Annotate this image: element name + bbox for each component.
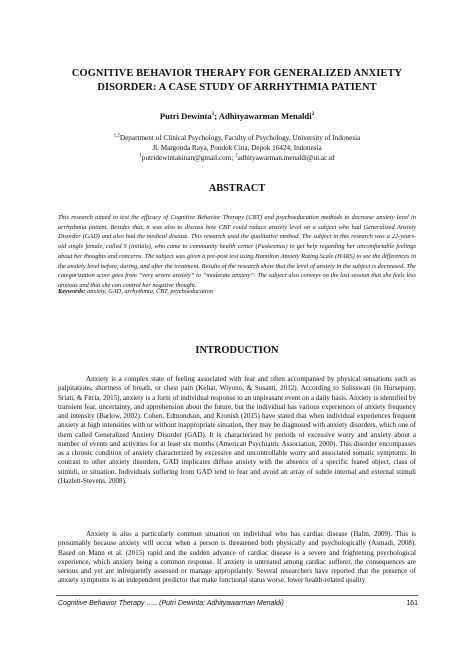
footer-divider [56, 595, 418, 596]
intro-paragraph-2 [58, 530, 416, 586]
affiliation-block [40, 134, 434, 163]
email-2: adhityawarman.menaldi@ui.ac.id [237, 153, 335, 162]
intro-paragraph-1-text: Anxiety is a complex state of feeling associated with fear and often accompanied by physical sensations such as palpitations, shortness of breath, or chest pain (Keliat, Wiyono, & Susanti, 2012). According to Sulisswati (in Hursepuny, Sriati, & Fitria, 2015), anxiety is a form of individual response to an unpleasant event on a daily basis. Anxiety is identified by transient fear, uncertainty, and apprehension about the future, but the individual has various experiences of anxiety frequency and intensity (Barlow, 2002). Cohen, Edmondson, and Kronish (2015) have stated that when individual experiences frequent anxiety at high intensities with or without inappropriate situation, they may be diagnosed with anxiety disorders, which one of them called Generalized Anxiety Disorder (GAD). It is characterized by periods of excessive worry and anxiety about a number of events and activities for at least six months (American Psychiatric Association, 2000). This disorder encompasses as a chronic condition of anxiety characterized by excessive and uncontrollable worry and associated somatic symptoms. In contrast to other anxiety disorders, GAD implicates diffuse anxiety with the absence of a specific feared object, class of stimuli, or situation. Individuals suffering from GAD tend to fear and avoid an array of subtle internal and external stimuli (Hazlett-Stevens, 2008). [58, 375, 416, 485]
author-separator: ; [214, 111, 219, 121]
email-separator: ; [231, 153, 236, 162]
page-number: 161 [406, 600, 418, 607]
keywords-label: Keywords: [58, 288, 86, 295]
author-1-name: Putri Dewinta [159, 111, 212, 121]
email-1: putridewintakinan@gmail.com [141, 153, 232, 162]
abstract-heading: ABSTRACT [208, 183, 266, 194]
affiliation-line-1 [40, 134, 434, 144]
title-line-1: COGNITIVE BEHAVIOR THERAPY FOR GENERALIZED ANXIETY [71, 68, 403, 79]
keywords-line [58, 287, 416, 297]
intro-paragraph-1 [58, 375, 416, 486]
affiliation-sup: 1,2 [113, 133, 120, 139]
author-2-name: Adhityawarman Menaldi [218, 111, 312, 121]
email-2-sup: 2 [235, 153, 238, 159]
keywords-text: anxiety, GAD, arrhythmia, CBT, psychoeducation [85, 288, 214, 295]
introduction-heading: INTRODUCTION [195, 345, 279, 356]
intro-paragraph-2-text: Anxiety is also a particularly common situation on individual who has cardiac disease (Halm, 2009). This is presumably because anxiety will occur when a person is threatened both physically and psychologically (Asmadi, 2008). Based on Mann et al. (2015) rapid and the sudden advance of cardiac disease is a severe and frightening psychological experience, which anxiety being a common response. If anxiety is untreated among cardiac sufferer, the consequences are serious and yet are infrequently assessed or manage appropriately. Several researchers have reported that the presence of anxiety symptoms is an independent predictor that make functional status worse, lower health-related quality [58, 530, 416, 585]
running-footer: Cognitive Behavior Therapy ….. (Putri Dewinta; Adhityawarman Menaldi) [58, 600, 284, 607]
title-line-2: DISORDER: A CASE STUDY OF ARRHYTHMIA PATIENT [97, 81, 377, 93]
affiliation-department: Department of Clinical Psychology, Faculty of Psychology, University of Indonesia [119, 134, 361, 142]
affiliation-line-2: Jl. Margonda Raya, Pondok Cina, Depok 16424, Indonesia [152, 143, 322, 152]
email-1-sup: 1 [139, 153, 142, 159]
affiliation-emails [40, 154, 434, 164]
author-2-sup: 2 [311, 112, 315, 118]
author-line [40, 111, 434, 122]
author-1-sup: 1 [211, 112, 215, 118]
paper-title [40, 67, 434, 94]
abstract-text: This research aimed to test the efficacy of Cognitive Behavior Therapy (CBT) and psychoeducation methods to decrease anxiety level in arrhythmia patient. Besides that, it was also to discuss how CBT could reduce anxiety level on a subject who had Generalized Anxiety Disorder (GAD) and also had the medical disease. This research used the qualitative method. The subject in this research was a 22-years-old single female, called S (initials), who came to community health center (Puskesmas) to get help regarding her uncomfortable feelings about her thoughts and concerns. The subject was given a pre-post test using Hamilton Anxiety Rating Scale (HARS) to see the differences in the anxiety level before, during, and after the treatment. Results of the research show that the level of anxiety in the subject is decreased. The categorization score goes from “very severe anxiety” to “moderate anxiety”. The subject also conveys on the last session that she feels less anxious and that she can control her negative thought. [58, 214, 416, 289]
